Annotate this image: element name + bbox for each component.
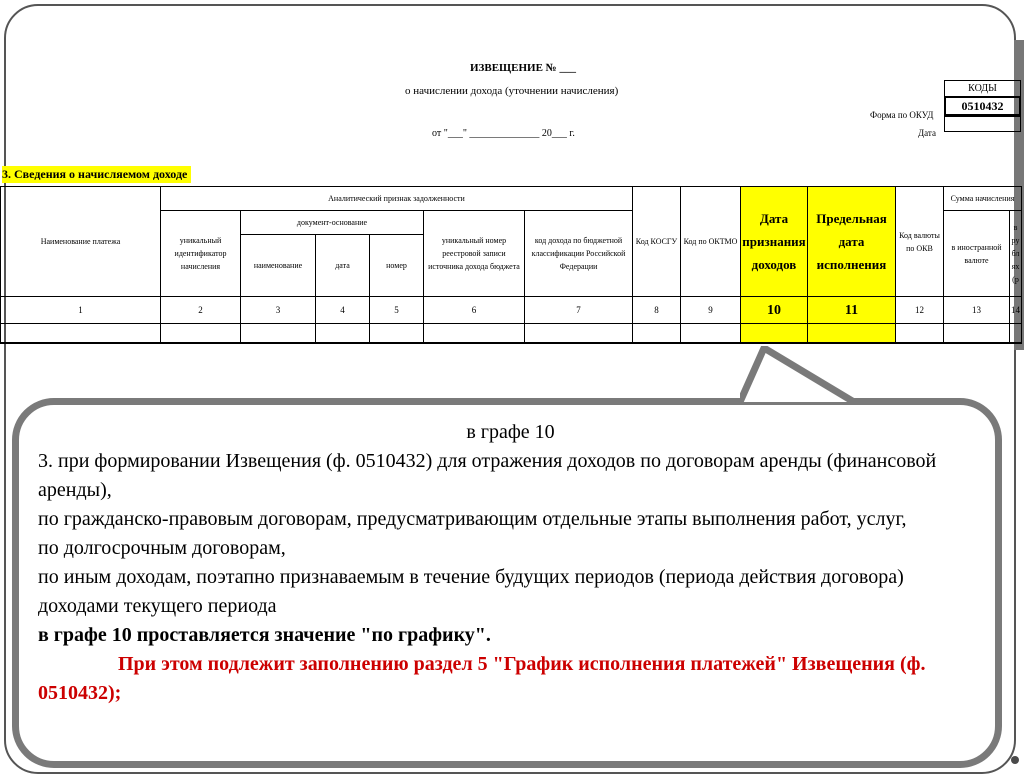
col-number: 8 (633, 297, 681, 324)
col-number-11: 11 (808, 297, 896, 324)
col-currency-code: Код валюты по ОКВ (896, 187, 944, 297)
col-payment-name: Наименование платежа (1, 187, 161, 297)
blank-cell (741, 324, 808, 344)
section-label: 3. Сведения о начисляемом доходе (2, 166, 191, 183)
blank-cell (633, 324, 681, 344)
col-number: 13 (944, 297, 1010, 324)
blank-cell (944, 324, 1010, 344)
okud-label: Форма по ОКУД (870, 110, 934, 120)
col-number: 4 (316, 297, 370, 324)
accrual-sum-header: Сумма начисления (944, 187, 1022, 211)
col-number-10: 10 (741, 297, 808, 324)
income-table (0, 186, 1022, 344)
blank-cell (525, 324, 633, 344)
col-income-code: код дохода по бюджетной классификации Российской Федерации (525, 211, 633, 297)
col-recognition-date: Дата признания доходов (741, 187, 808, 297)
col-number: 3 (241, 297, 316, 324)
doc-basis-header: документ-основание (241, 211, 424, 235)
explanation-text (38, 418, 983, 708)
analytic-header: Аналитический признак задолженности (161, 187, 633, 211)
col-unique-id: уникальный идентификатор начисления (161, 211, 241, 297)
col-foreign-currency: в иностранной валюте (944, 211, 1010, 297)
form-subtitle: о начислении дохода (уточнении начисления) (405, 85, 619, 97)
col-number: 14 (1010, 297, 1022, 324)
codes-box (944, 80, 1021, 132)
col-doc-number: номер (370, 235, 424, 297)
col-deadline-date: Предельная дата исполнения (808, 187, 896, 297)
callout-pointer (740, 346, 870, 406)
form-title: ИЗВЕЩЕНИЕ № ___ (470, 62, 576, 74)
col-number: 2 (161, 297, 241, 324)
col-oktmo: Код по ОКТМО (681, 187, 741, 297)
blank-cell (1010, 324, 1022, 344)
blank-cell (808, 324, 896, 344)
blank-cell (316, 324, 370, 344)
col-number: 6 (424, 297, 525, 324)
explanation-line: по долгосрочным договорам, (38, 537, 286, 559)
form-date-line: от "___" ______________ 20___ г. (432, 128, 575, 139)
col-doc-name: наименование (241, 235, 316, 297)
date-label: Дата (918, 128, 936, 138)
col-registry-number: уникальный номер реестровой записи источника дохода бюджета (424, 211, 525, 297)
col-kosgu: Код КОСГУ (633, 187, 681, 297)
date-code-cell (944, 116, 1021, 132)
explanation-line: по иным доходам, поэтапно признаваемым в течение будущих периодов (периода действия договора) доходами текущего периода (38, 566, 904, 617)
col-number: 7 (525, 297, 633, 324)
explanation-bold-line: в графе 10 проставляется значение "по графику". (38, 624, 491, 646)
okud-code: 0510432 (944, 96, 1021, 116)
col-rub: в ру бл ях (р (1010, 211, 1022, 297)
blank-cell (681, 324, 741, 344)
explanation-line: 3. при формировании Извещения (ф. 0510432) для отражения доходов по договорам аренды (финансовой аренды), (38, 450, 937, 501)
col-number: 12 (896, 297, 944, 324)
blank-cell (241, 324, 316, 344)
slide-indicator-dot (1011, 756, 1019, 764)
explanation-red-line: При этом подлежит заполнению раздел 5 "График исполнения платежей" Извещения (ф. 0510432); (38, 653, 926, 704)
col-number: 9 (681, 297, 741, 324)
codes-header: КОДЫ (944, 80, 1021, 96)
blank-cell (896, 324, 944, 344)
blank-cell (370, 324, 424, 344)
col-number: 1 (1, 297, 161, 324)
blank-cell (161, 324, 241, 344)
col-number: 5 (370, 297, 424, 324)
col-doc-date: дата (316, 235, 370, 297)
blank-cell (1, 324, 161, 344)
blank-cell (424, 324, 525, 344)
explanation-line: по гражданско-правовым договорам, предусматривающим отдельные этапы выполнения работ, услуг, (38, 508, 907, 530)
explanation-heading: в графе 10 (466, 421, 555, 443)
